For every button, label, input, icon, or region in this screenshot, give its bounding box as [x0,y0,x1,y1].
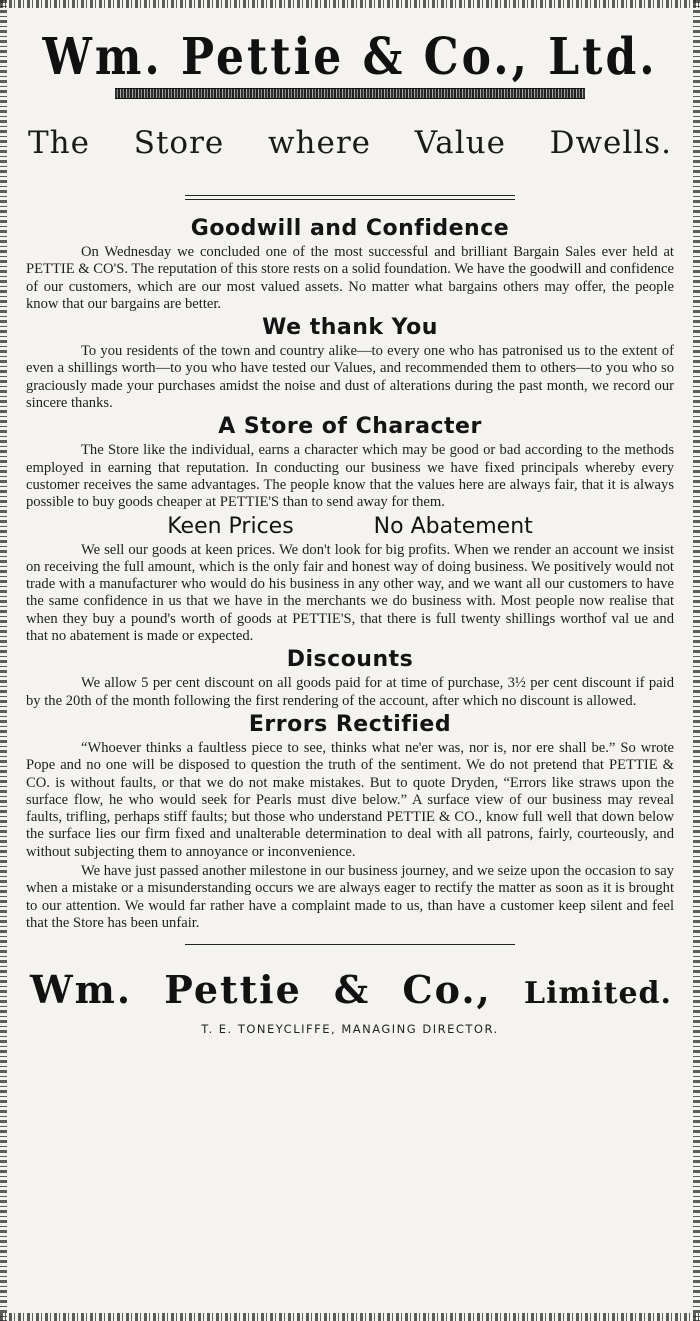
footer-name-part: & [333,967,371,1013]
footer-name-part: Limited. [523,976,672,1012]
footer-name-part: Wm. [30,967,133,1013]
decorative-border-right [693,0,700,1321]
decorative-border-left [0,0,7,1321]
tagline-word: Store [133,125,225,161]
tagline-word: where [267,125,371,161]
managing-director: T. E. TONEYCLIFFE, MANAGING DIRECTOR. [201,1022,499,1037]
section-heading-thank-you: We thank You [262,315,438,341]
double-rule-divider [185,195,515,200]
section-heading-discounts: Discounts [286,647,414,673]
footer-name-part: Co., [402,967,492,1013]
decorative-border-top [0,0,700,8]
section-heading-goodwill: Goodwill and Confidence [190,216,510,241]
paragraph-thank-you: To you residents of the town and country alike—to every one who has patronised us to the extent of even a shillings worth—to you who have tested our Values, and recommended them to others—to you who so graciously made your purchases amidst the noise and dust of alterations during the past month, we record our sincere thanks. [26,343,674,412]
footer-name-part: Pettie [164,967,302,1013]
paragraph-goodwill: On Wednesday we concluded one of the most successful and brilliant Bargain Sales ever held at PETTIE & CO'S. The reputation of this store rests on a solid foundation. We have the goodwill and confidence of our customers, which are our most valued assets. No matter what bargains others may offer, the people know that our bargains are better. [26,244,674,312]
paragraph-discounts: We allow 5 per cent discount on all goods paid for at time of purchase, 3½ per cent discount if paid by the 20th of the month following the first rendering of the account, after which no discount is allowed. [26,675,674,709]
company-name: Wm. Pettie & Co., Ltd. [42,28,658,87]
footer-company-name [30,967,672,1012]
tagline-word: The [28,125,90,161]
section-heading-character: A Store of Character [218,414,482,440]
masthead [0,0,700,99]
heading-no-abatement: No Abatement [373,513,533,539]
tagline [28,125,672,161]
footer-rule [185,944,515,945]
paragraph-errors-1: “Whoever thinks a faultless piece to see, thinks what ne'er was, nor is, nor ere shall be.” So wrote Pope and no one will be disposed to question the truth of the sentiment. We do not pretend that PETTIE & CO. is without faults, or that we do not make mistakes. But to quote Dryden, “Errors like straws upon the surface flow, he who would seek for Pearls must dive below.” A surface view of our business may reveal faults, trifling, perhaps stiff faults; but those who understand PETTIE & CO., know full well that down below the surface lies our firm fixed and unalterable determination to deal with all patrons, fairly, courteously, and without subjecting them to annoyance or inconvenience. [26,739,674,860]
heading-keen-prices: Keen Prices [167,513,294,539]
ornament-rule [115,88,585,99]
decorative-border-bottom [0,1313,700,1321]
section-heading-errors: Errors Rectified [248,711,452,737]
tagline-word: Value [414,125,506,161]
paragraph-errors-2: We have just passed another milestone in our business journey, and we seize upon the occasion to say when a mistake or a misunderstanding occurs we are always eager to rectify the matter as soon as it is brought to our attention. We would far rather have a complaint made to us, than have a customer keep silent and feel that the Store has been unfair. [26,863,674,931]
article-body [26,214,674,932]
paragraph-keen-prices: We sell our goods at keen prices. We don't look for big profits. When we render an account we insist on receiving the full amount, which is the only fair and honest way of doing business. We positively would not trade with a manufacturer who would do his business in any other way, and we want all our customers to have the same confidence in us that we have in the merchants we do business with. Most people now realise that when they buy a pound's worth of goods at PETTIE'S, that there is full twenty shillings worthof val ue and that no abatement is made or expected. [26,541,674,645]
paragraph-character: The Store like the individual, earns a character which may be good or bad according to the methods employed in earning that reputation. In conducting our business we have fixed principals whereby every customer receives the same advantages. The people know that the values here are always fair, that it is always possible to buy goods cheaper at PETTIE'S than to send away for them. [26,442,674,511]
tagline-word: Dwells. [549,125,672,161]
section-heading-keen-prices [26,512,674,542]
